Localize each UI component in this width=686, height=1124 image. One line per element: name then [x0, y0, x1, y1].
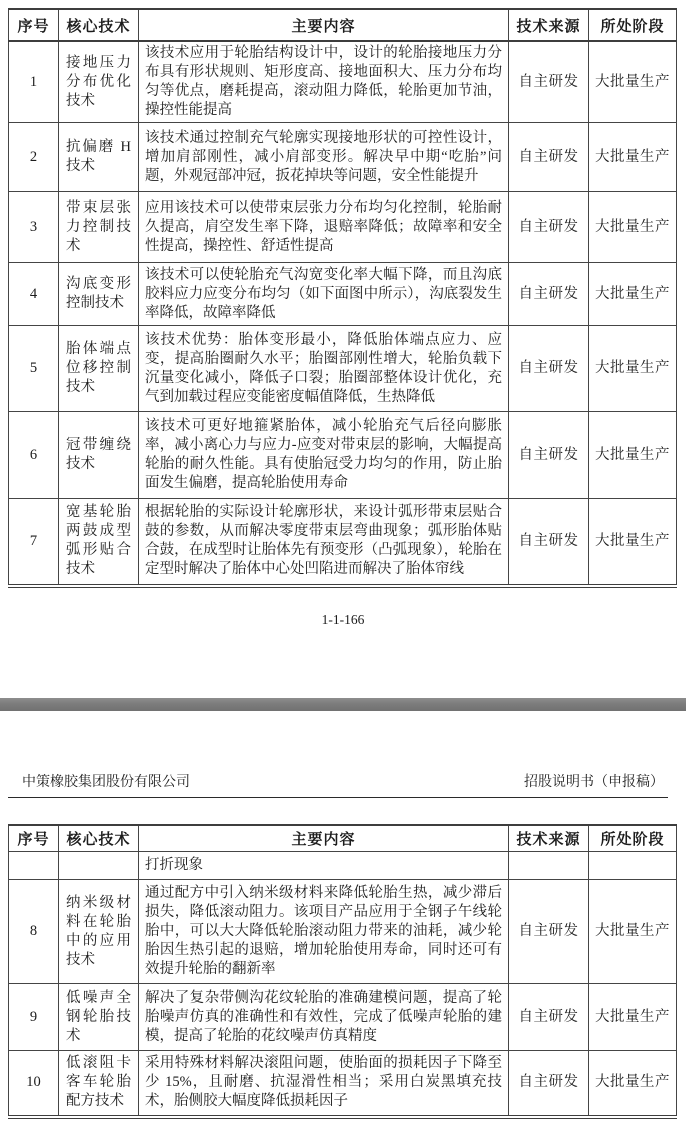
tech-stage: 大批量生产: [589, 192, 677, 263]
col-header-core-tech: 核心技术: [59, 9, 139, 41]
row-number: 10: [9, 1051, 59, 1117]
tech-source: 自主研发: [509, 880, 589, 984]
empty-cell: [509, 852, 589, 880]
page-1: [0, 8, 686, 698]
tech-name: 胎体端点位移控制技术: [59, 326, 139, 412]
tech-stage: 大批量生产: [589, 1051, 677, 1117]
page-number: 1-1-166: [321, 611, 365, 627]
row-number: 9: [9, 984, 59, 1051]
table-row: [9, 41, 677, 123]
table-row: [9, 499, 677, 586]
table-row: [9, 192, 677, 263]
tech-source: 自主研发: [509, 984, 589, 1051]
company-name: 中策橡胶集团股份有限公司: [22, 775, 190, 790]
tech-stage: 大批量生产: [589, 984, 677, 1051]
table-row: [9, 263, 677, 326]
tech-source: 自主研发: [509, 123, 589, 192]
tech-description: 根据轮胎的实际设计轮廓形状，来设计弧形带束层贴合鼓的参数，从而解决零度带束层弯曲现象；弧形胎体贴合鼓，在成型时让胎体先有预变形（凸弧现象），轮胎在定型时解决了胎体中心处凹陷进而解决了胎体帘线: [139, 499, 509, 586]
table-row: [9, 412, 677, 499]
col-header-stage: 所处阶段: [589, 825, 677, 852]
core-tech-table-page2: [8, 824, 677, 1119]
tech-source: 自主研发: [509, 1051, 589, 1117]
tech-source: 自主研发: [509, 192, 589, 263]
tech-description: 应用该技术可以使带束层张力分布均匀化控制，轮胎耐久提高，肩空发生率下降，退赔率降低；故障率和安全性提高，操控性、舒适性提高: [139, 192, 509, 263]
table-row: [9, 1051, 677, 1117]
tech-stage: 大批量生产: [589, 499, 677, 586]
tech-name: 宽基轮胎两鼓成型弧形贴合技术: [59, 499, 139, 586]
tech-stage: 大批量生产: [589, 263, 677, 326]
page-divider: [0, 698, 686, 711]
table-row: [9, 984, 677, 1051]
col-header-tech-source: 技术来源: [509, 9, 589, 41]
core-tech-table-page1: [8, 8, 677, 588]
table-continuation-row: [9, 852, 677, 880]
tech-name: 沟底变形控制技术: [59, 263, 139, 326]
row-number: 4: [9, 263, 59, 326]
document-type: 招股说明书（申报稿）: [524, 775, 664, 790]
row-number: 6: [9, 412, 59, 499]
tech-source: 自主研发: [509, 326, 589, 412]
empty-cell: [9, 852, 59, 880]
row-number: 3: [9, 192, 59, 263]
empty-cell: [59, 852, 139, 880]
row-number: 5: [9, 326, 59, 412]
tech-source: 自主研发: [509, 499, 589, 586]
tech-stage: 大批量生产: [589, 880, 677, 984]
tech-name: 带束层张力控制技术: [59, 192, 139, 263]
table-row: [9, 326, 677, 412]
table-row: [9, 880, 677, 984]
tech-name: 低滚阻卡客车轮胎配方技术: [59, 1051, 139, 1117]
tech-name: 接地压力分布优化技术: [59, 41, 139, 123]
tech-description: 通过配方中引入纳米级材料来降低轮胎生热，减少滞后损失，降低滚动阻力。该项目产品应用于全钢子午线轮胎中，可以大大降低轮胎滚动阻力带来的油耗，减少轮胎因生热引起的退赔，增加轮胎使用寿命，同时还可有效提升轮胎的翻新率: [139, 880, 509, 984]
tech-description-continuation: 打折现象: [139, 852, 509, 880]
tech-description: 采用特殊材料解决滚阻问题，使胎面的损耗因子下降至少 15%，且耐磨、抗湿滑性相当；采用白炭黑填充技术，胎侧胶大幅度降低损耗因子: [139, 1051, 509, 1117]
page-header: [8, 774, 668, 798]
tech-stage: 大批量生产: [589, 123, 677, 192]
tech-source: 自主研发: [509, 412, 589, 499]
row-number: 8: [9, 880, 59, 984]
table-header-row: [9, 9, 677, 41]
col-header-core-tech: 核心技术: [59, 825, 139, 852]
table-row: [9, 123, 677, 192]
tech-name: 冠带缠绕技术: [59, 412, 139, 499]
tech-description: 该技术可以使轮胎充气沟宽变化率大幅下降，而且沟底胶料应力应变分布均匀（如下面图中所示），沟底裂发生率降低，故障率降低: [139, 263, 509, 326]
row-number: 1: [9, 41, 59, 123]
col-header-stage: 所处阶段: [589, 9, 677, 41]
tech-stage: 大批量生产: [589, 412, 677, 499]
tech-stage: 大批量生产: [589, 41, 677, 123]
col-header-main-content: 主要内容: [139, 825, 509, 852]
col-header-main-content: 主要内容: [139, 9, 509, 41]
tech-source: 自主研发: [509, 41, 589, 123]
tech-description: 该技术通过控制充气轮廓实现接地形状的可控性设计，增加肩部刚性，减小肩部变形。解决早中期“吃胎”问题，外观冠部冲冠，扳花掉块等问题，安全性能提升: [139, 123, 509, 192]
tech-description: 该技术可更好地箍紧胎体，减小轮胎充气后径向膨胀率，减小离心力与应力-应变对带束层的影响，大幅提高轮胎的耐久性能。具有使胎冠受力均匀的作用，防止胎面发生偏磨，提高轮胎使用寿命: [139, 412, 509, 499]
tech-description: 解决了复杂带侧沟花纹轮胎的准确建模问题，提高了轮胎噪声仿真的准确性和有效性，完成了低噪声轮胎的建模，提高了轮胎的花纹噪声仿真精度: [139, 984, 509, 1051]
row-number: 7: [9, 499, 59, 586]
tech-description: 该技术应用于轮胎结构设计中，设计的轮胎接地压力分布具有形状规则、矩形度高、接地面积大、压力分布均匀等优点，磨耗提高，滚动阻力降低，轮胎更加节油，操控性能提高: [139, 41, 509, 123]
tech-name: 抗偏磨 H 技术: [59, 123, 139, 192]
tech-name: 纳米级材料在轮胎中的应用技术: [59, 880, 139, 984]
col-header-no: 序号: [9, 9, 59, 41]
page-2: [0, 774, 686, 1119]
col-header-no: 序号: [9, 825, 59, 852]
col-header-tech-source: 技术来源: [509, 825, 589, 852]
empty-cell: [589, 852, 677, 880]
tech-description: 该技术优势：胎体变形最小，降低胎体端点应力、应变，提高胎圈耐久水平；胎圈部刚性增大，轮胎负载下沉量变化减小，降低子口裂；胎圈部整体设计优化，充气到加载过程应变能密度幅值降低，生热降低: [139, 326, 509, 412]
table-header-row: [9, 825, 677, 852]
tech-name: 低噪声全钢轮胎技术: [59, 984, 139, 1051]
tech-source: 自主研发: [509, 263, 589, 326]
tech-stage: 大批量生产: [589, 326, 677, 412]
row-number: 2: [9, 123, 59, 192]
